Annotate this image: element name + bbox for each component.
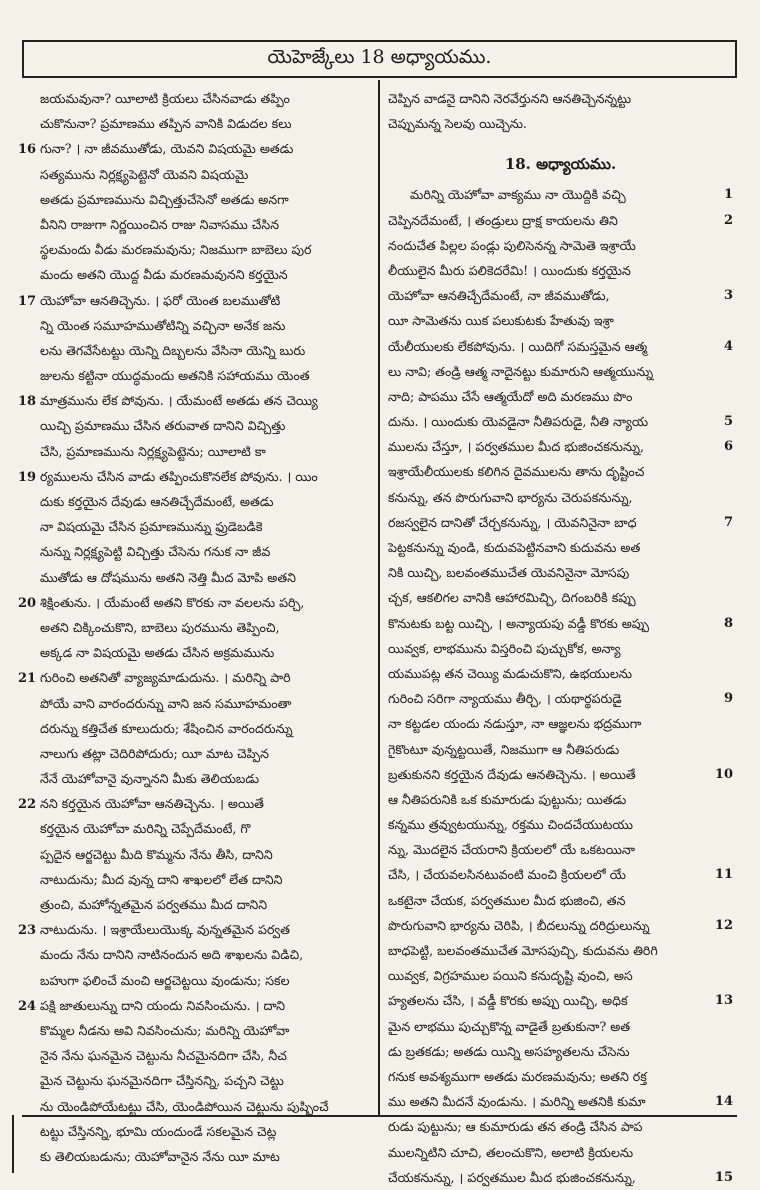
text-line [388, 686, 733, 711]
column-divider [378, 80, 380, 1115]
line-text: బ్రతుకునని కర్తయైన దేవుడు ఆనతిచ్చెను. । అయితే [388, 766, 636, 782]
text-line [388, 661, 733, 686]
text-line [388, 938, 733, 963]
line-text: ర్యములను చేసిన వాడు తప్పించుకొనలేక పోవును. । యిం [40, 468, 318, 484]
right-column [388, 86, 733, 1190]
verse-number: 5 [722, 409, 733, 434]
text-line [388, 258, 733, 283]
text-line [388, 988, 733, 1013]
text-line [388, 1140, 733, 1165]
text-line [18, 942, 368, 967]
text-line [18, 716, 368, 741]
text-line [18, 388, 368, 413]
text-line [18, 1119, 368, 1144]
line-text: గురించి అతనితో వ్యాజ్యమాడుదును. । మరిన్ని పారి [40, 670, 291, 686]
line-text: గైకొంటూ వున్నట్టయితే, నిజముగా ఆ నీతిపరుడు [388, 741, 620, 757]
verse-number: 4 [722, 334, 733, 359]
verse-number: 2 [722, 208, 733, 233]
line-text: యెహోవా ఆనతిచ్చేదేమంటే, నా జీవముతోడు, [388, 288, 610, 304]
line-text: పెట్టకనున్ను వుండి, కుదువపెట్టినవాని కుదువను అత [388, 540, 641, 555]
line-text: యివ్వక, విగ్రహముల పయిని కనుదృష్టి వుంచి, అస [388, 968, 633, 984]
text-line [18, 288, 368, 313]
line-text: కు తెలియబడును; యెహోవానైన నేను యీ మాట [40, 1148, 280, 1164]
line-text: గురించి సరిగా న్యాయము తీర్చి, । యథార్థపరుడై [388, 691, 622, 707]
text-line [18, 86, 368, 111]
text-line [388, 334, 733, 359]
text-line [18, 1018, 368, 1043]
line-text: న్ని యెంత సమూహముతోటిన్ని వచ్చినా అనేక జను [40, 317, 286, 333]
text-line [388, 711, 733, 736]
text-line [388, 535, 733, 560]
line-text: నున్ను నిర్లక్ష్యపెట్టి విచ్చిత్తు చేసెను గనుక నా జీవ [40, 544, 271, 560]
line-text: చెప్పినదేమంటే, । తండ్రులు ద్రాక్ష కాయలను తిని [388, 212, 618, 228]
line-text: ములను చేస్తూ, । పర్వతముల మీద భుజించకనున్ను, [388, 439, 644, 455]
text-line [388, 1064, 733, 1089]
line-text: బాధపెట్టి, బలవంతముచేత మోసపుచ్చి, కుదువను తిరిగి [388, 943, 658, 958]
line-text: కొమ్మల నీడను అవి నివసించును; మరిన్ని యెహోవా [40, 1022, 290, 1038]
verse-number: 9 [722, 686, 733, 711]
text-line [388, 409, 733, 434]
line-text: చెప్పుమన్న సెలవు యిచ్చెను. [388, 116, 527, 132]
text-line [18, 993, 368, 1018]
line-text: నాలుగు తట్లా చెదిరిపోదురు; యీ మాట చెప్పిన [40, 745, 269, 761]
verse-number: 15 [713, 1165, 733, 1190]
text-line [388, 1114, 733, 1139]
text-line [388, 308, 733, 333]
line-text: అక్కడ నా విషయమై అతడు చేసిన అక్రమమును [40, 645, 275, 661]
verse-number: 23 [18, 923, 37, 939]
line-text: వీనిని రాజుగా నిర్ణయించిన రాజు నివాసము చేసిన [40, 216, 280, 232]
line-text: యివ్వక, లాభమును విస్తరించి పుచ్చుకోక, అన్యా [388, 640, 621, 656]
text-line [18, 136, 368, 161]
text-line [18, 111, 368, 136]
text-line [18, 413, 368, 438]
text-line [18, 1043, 368, 1068]
line-text: యెహోవా ఆనతిచ్చెను. । ఫరో యెంత బలముతోటి [40, 292, 281, 308]
line-text: మందు నేను దానిని నాటినందున అది శాఖలను విడిచి, [40, 947, 304, 963]
line-text: ఇశ్రాయేలీయులకు కలిగిన దైవములను తాను దృష్టించ [388, 464, 645, 480]
line-text: లను తెగవేసేటట్టు యెన్ని దిబ్బలను వేసినా యెన్ని బురు [40, 342, 306, 358]
verse-number: 21 [18, 671, 37, 687]
text-line [18, 842, 368, 867]
line-text: ములన్నిటిని చూచి, తలంచుకొని, అలాటి క్రియలను [388, 1144, 634, 1160]
text-line [18, 867, 368, 892]
line-text: గనుక అవశ్యముగా అతడు మరణమవును; అతని రక్త [388, 1068, 647, 1084]
line-text: హ్యతలను చేసి, । వడ్డీ కొరకు అప్పు యిచ్చి, అధిక [388, 993, 628, 1009]
line-text: చుకొనునా? ప్రమాణము తప్పిన వానికి విడుదల కలు [40, 116, 292, 132]
line-text: జయమవునా? యీలాటి క్రియలు చేసినవాడు తప్పిం [40, 91, 290, 106]
text-line [18, 489, 368, 514]
line-text: పొరుగువాని భార్యను చెరిపి, । బీదలున్ను దరిద్రులున్ను [388, 917, 650, 933]
line-text: లీయులైన మీరు పలికెదరేమి! । యిందుకు కర్తయైన [388, 262, 631, 278]
text-line [18, 187, 368, 212]
text-line [388, 1165, 733, 1190]
line-text: న్ను, మొదలైన చేయరాని క్రియలలో యే ఒకటయినా [388, 842, 636, 858]
verse-number: 16 [18, 142, 37, 158]
text-line [388, 913, 733, 938]
line-text: నాటుదును. । ఇశ్రాయేలుయొక్క వున్నతమైన పర్వత [40, 922, 290, 938]
line-text: నందుచేత పిల్లల పండ్లు పులిసెనన్న సామెతె ఇశ్రాయే [388, 237, 636, 253]
line-text: దుకు కర్తయైన దేవుడు ఆనతిచ్చేదేమంటే, అతడు [40, 494, 274, 509]
line-text: మరిన్ని యెహోవా వాక్యము నా యొద్దికి వచ్చి [410, 187, 626, 203]
text-line [18, 968, 368, 993]
line-text: ముతోడు ఆ దోషమును అతని నెత్తి మీద మోపి అతని [40, 569, 296, 585]
left-column [18, 86, 368, 1169]
verse-number: 1 [722, 182, 733, 207]
line-text: కొనుటకు బట్ట యిచ్చి, । అన్యాయపు వడ్డీ కొరకు అప్పు [388, 615, 650, 631]
line-text: చేయకనున్ను, । పర్వతముల మీద భుజించకనున్ను, [388, 1169, 636, 1185]
verse-number: 10 [713, 762, 733, 787]
line-text: నా కట్టడల యందు నడుస్తూ, నా ఆజ్ఞలను భద్రముగా [388, 716, 642, 732]
line-text: యముపట్ల తన చెయ్యి మడుచుకొని, ఉభయులను [388, 665, 632, 681]
text-line [388, 862, 733, 887]
text-line [18, 162, 368, 187]
text-line [388, 636, 733, 661]
text-line [18, 439, 368, 464]
line-text: త్రుంచి, మహోన్నతమైన పర్వతము మీద దానిని [40, 897, 268, 912]
text-line [18, 691, 368, 716]
text-line [388, 283, 733, 308]
text-line [18, 514, 368, 539]
page-header-box [22, 40, 737, 78]
text-line [388, 560, 733, 585]
line-text: ఒకటైనా చేయక, పర్వతముల మీద భుజించి, తన [388, 892, 626, 908]
verse-number: 6 [722, 434, 733, 459]
line-text: టట్టు చేస్తినన్ని, భూమి యందుండే సకలమైన చెట్ల [40, 1123, 277, 1139]
text-line [388, 812, 733, 837]
line-text: జులను కట్టినా యుద్ధమందు అతనికి సహాయము యెంత [40, 368, 310, 384]
text-line [18, 313, 368, 338]
verse-number: 3 [722, 283, 733, 308]
verse-number: 18 [18, 394, 37, 410]
line-text: కనున్ను, తన పొరుగువాని భార్యను చెరుపకనున్ను, [388, 489, 633, 505]
line-text: బహుగా ఫలించే మంచి ఆర్జచెట్టయి వుండును; సకల [40, 972, 290, 988]
text-line [18, 1144, 368, 1169]
verse-number: 24 [18, 998, 37, 1014]
line-text: కన్నము త్రవ్వుటయున్ను, రక్తము చిందచేయుటయు [388, 817, 633, 833]
text-line [388, 1039, 733, 1064]
text-line [388, 737, 733, 762]
page-title: యెహెజ్కేలు 18 అధ్యాయము. [267, 45, 492, 68]
line-text: లు నావి; తండ్రి ఆత్మ నాదైనట్టు కుమారుని ఆత్మయున్ను [388, 363, 654, 379]
text-line [388, 359, 733, 384]
line-text: పోయే వాని వారందరున్ను వాని జన సమూహమంతా [40, 695, 292, 711]
line-text: శిక్షింతును. । యేమంటే అతని కొరకు నా వలలను పర్చి, [40, 594, 305, 610]
text-line [18, 791, 368, 816]
text-line [388, 384, 733, 409]
line-text: అతడు ప్రమాణమును విచ్చిత్తుచేసెనో అతడు అనగా [40, 191, 289, 207]
line-text: మైన చెట్టును ఘనమైనదిగా చేస్తినన్ని, పచ్చని చెట్టు [40, 1073, 284, 1089]
chapter-heading: 18. అధ్యాయము. [504, 155, 617, 174]
line-text: యీ సామెతను యిక పలుకుటకు హేతువు ఇశ్రా [388, 313, 614, 329]
text-line [18, 262, 368, 287]
text-line [388, 182, 733, 207]
text-line [18, 565, 368, 590]
line-text: చేసి, ప్రమాణమును నిర్లక్ష్యపెట్టెను; యీలాటి కా [40, 443, 266, 459]
line-text: చెప్పిన వాడనై దానిని నెరవేర్తునని ఆనతిచ్చెనన్నట్టు [388, 91, 632, 106]
text-line [388, 963, 733, 988]
line-text: నని కర్తయైన యెహోవా ఆనతిచ్చెను. । అయితే [40, 796, 264, 812]
text-line [388, 837, 733, 862]
line-text: గునా? । నా జీవముతోడు, యెవని విషయమై అతడు [40, 141, 294, 157]
text-line [18, 539, 368, 564]
verse-number: 19 [18, 469, 37, 485]
text-line [388, 611, 733, 636]
text-line [388, 208, 733, 233]
verse-number: 7 [722, 510, 733, 535]
verse-number: 22 [18, 797, 37, 813]
text-line [388, 233, 733, 258]
line-text: ను యెండిపోయేటట్టు చేసి, యెండిపోయిన చెట్టును పుష్పించే [40, 1098, 329, 1114]
verse-number: 14 [713, 1089, 733, 1114]
text-line [388, 888, 733, 913]
line-text: నేనే యెహోవానై వున్నానని మీకు తెలియబడు [40, 771, 260, 787]
text-line [18, 338, 368, 363]
text-line [18, 640, 368, 665]
line-text: నాది; పాపము చేసే ఆత్మయేదో అది మరణము పొం [388, 388, 633, 404]
text-line [18, 212, 368, 237]
line-text: మందు అతని యొద్ద వీడు మరణమవునని కర్తయైన [40, 267, 288, 283]
text-line [18, 741, 368, 766]
text-line [388, 459, 733, 484]
line-text: యిచ్చి ప్రమాణము చేసిన తరువాత దానిని విచ్చిత్తు [40, 418, 286, 434]
line-text: నికి యిచ్చి, బలవంతముచేత యెవనినైనా మోసపు [388, 565, 630, 581]
line-text: ము అతని మీదనే వుండును. । మరిన్ని అతనికి కుమా [388, 1094, 646, 1110]
text-line [18, 590, 368, 615]
line-text: సత్యమును నిర్లక్ష్యపెట్టెనో యెవని విషయమై [40, 166, 249, 182]
line-text: దరున్ను కత్తిచేత కూలుదురు; శేషించిన వారందరున్ను [40, 720, 293, 736]
text-line [388, 510, 733, 535]
line-text: ప్పదైన ఆర్జచెట్టు మీది కొమ్మను నేను తీసి, దానిని [40, 846, 273, 862]
verse-number: 13 [713, 988, 733, 1013]
line-text: చేసి, । చేయవలసినటువంటి మంచి క్రియలలో యే [388, 867, 626, 883]
text-line [388, 434, 733, 459]
text-line [18, 615, 368, 640]
line-text: మైన లాభము పుచ్చుకొన్న వాడైతే బ్రతుకునా? అత [388, 1018, 631, 1034]
line-text: దును. । యిందుకు యెవడైనా నీతిపరుడై, నీతి న్యాయ [388, 414, 649, 430]
line-text: చ్చక, ఆకలిగల వానికి ఆహారమిచ్చి, దిగంబరికి కప్పు [388, 590, 636, 606]
text-line [18, 464, 368, 489]
text-line [388, 585, 733, 610]
line-text: నాటుదును; మీద వున్న దాని శాఖలలో లేత దానిని [40, 871, 283, 887]
text-line [388, 762, 733, 787]
bottom-rule [22, 1115, 737, 1117]
line-text: పక్షి జాతులున్ను దాని యందు నివసించును. । దాని [40, 997, 286, 1013]
verse-number: 17 [18, 293, 37, 309]
page-edge-mark [12, 1115, 14, 1173]
line-text: నైన నేను ఘనమైన చెట్టును నీచమైనదిగా చేసి, నీచ [40, 1048, 287, 1064]
text-line [18, 237, 368, 262]
text-line [388, 111, 733, 136]
verse-number: 20 [18, 595, 37, 611]
line-text: స్థలమందు వీడు మరణమవును; నిజముగా బాబెలు పుర [40, 242, 312, 258]
line-text: రజస్వలైన దానితో చేర్చకనున్ను, । యెవనినైనా బాధ [388, 514, 637, 530]
line-text: డు బ్రతకడు; అతడు యిన్ని అసహ్యతలను చేసెను [388, 1043, 630, 1059]
text-line [18, 766, 368, 791]
line-text: నా విషయమై చేసిన ప్రమాణమున్ను ఫ్రుడెబడికె [40, 519, 263, 535]
text-line [18, 816, 368, 841]
line-text: ఆ నీతిపరునికి ఒక కుమారుడు పుట్టును; యితడు [388, 791, 627, 807]
text-line [388, 1089, 733, 1114]
text-line [388, 787, 733, 812]
line-text: యేలీయులకు లేకపోవును. । యిదిగో సమస్తమైన ఆత్మ [388, 338, 648, 354]
text-line [18, 1068, 368, 1093]
line-text: మాత్రమును లేక పోవును. । యేమంటే అతడు తన చెయ్యి [40, 393, 318, 409]
chapter-18-body [388, 182, 733, 1190]
line-text: కర్తయైన యెహోవా మరిన్ని చెప్పేదేమంటే, గొ [40, 821, 251, 837]
verse-number: 11 [713, 862, 733, 887]
verse-number: 8 [722, 611, 733, 636]
text-line [388, 86, 733, 111]
text-line [388, 485, 733, 510]
line-text: రుడు పుట్టును; ఆ కుమారుడు తన తండ్రి చేసిన పాప [388, 1119, 643, 1135]
text-line [18, 363, 368, 388]
text-line [18, 917, 368, 942]
text-line [18, 892, 368, 917]
text-line [18, 665, 368, 690]
scripture-page [10, 10, 750, 1185]
text-line [388, 1014, 733, 1039]
line-text: అతని చిక్కించుకొని, బాబెలు పురమును తెప్పించి, [40, 619, 280, 635]
verse-number: 12 [713, 913, 733, 938]
right-column-continuation [388, 86, 733, 136]
